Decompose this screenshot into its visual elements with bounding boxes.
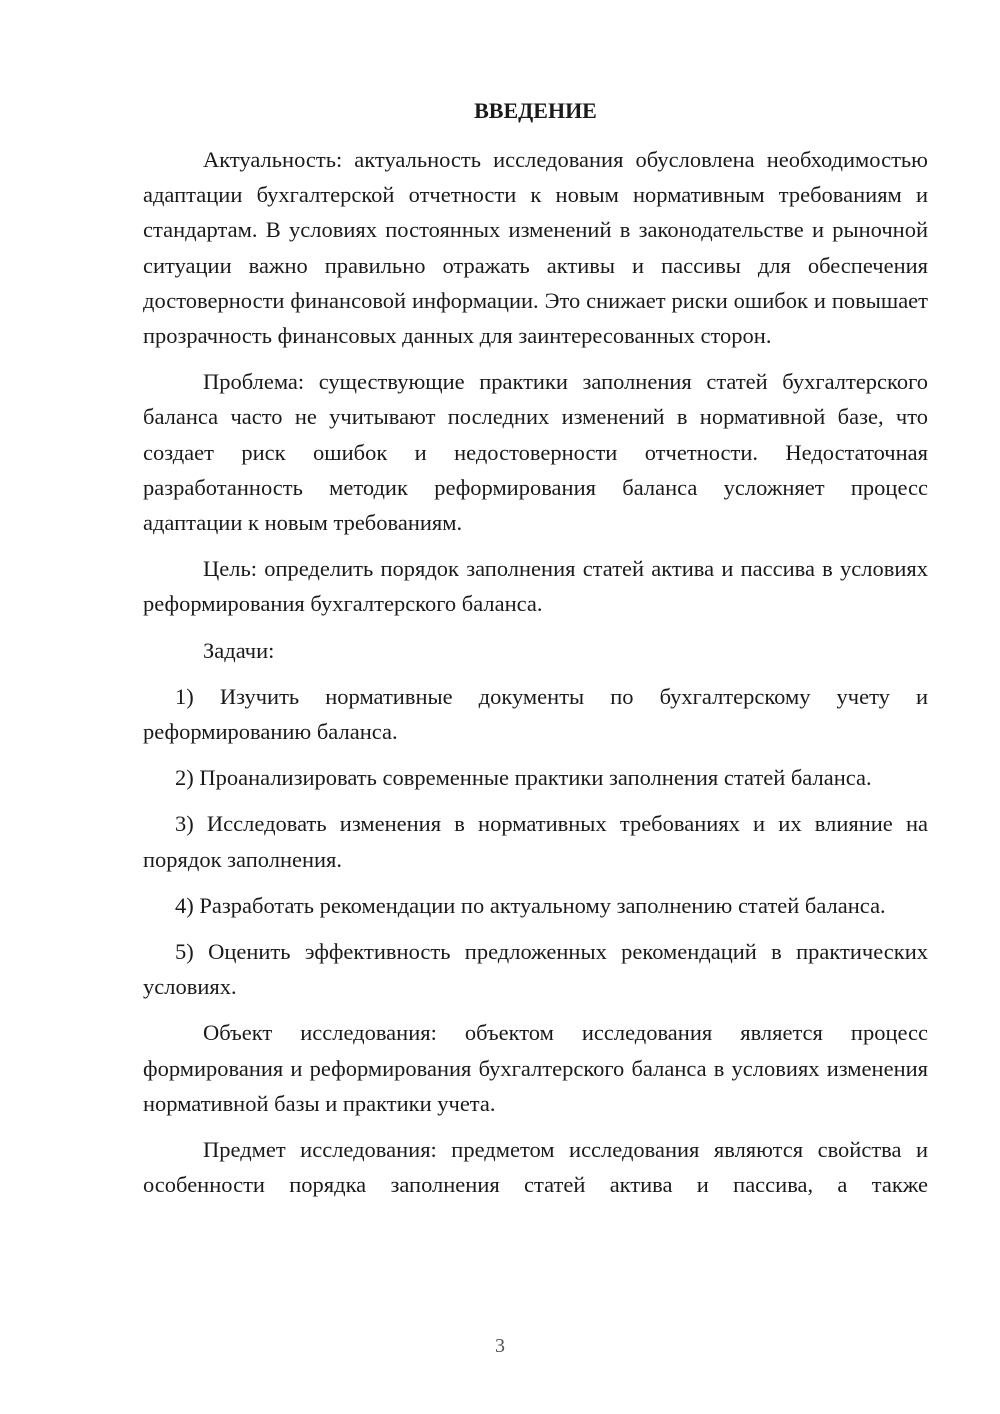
document-body (143, 142, 928, 1213)
task-item-3: 3) Исследовать изменения в нормативных требованиях и их влияние на порядок заполнения. (143, 811, 928, 872)
subject-paragraph: Предмет исследования: предметом исследования являются свойства и особенности порядка заполнения статей актива и пассива, а также (143, 1137, 928, 1198)
page-number: 3 (495, 1335, 505, 1357)
page-title: ВВЕДЕНИЕ (474, 98, 597, 123)
tasks-heading: Задачи: (203, 637, 275, 663)
task-item-5: 5) Оценить эффективность предложенных рекомендаций в практических условиях. (143, 939, 928, 1000)
relevance-paragraph: Актуальность: актуальность исследования обусловлена необходимостью адаптации бухгалтерской отчетности к новым нормативным требованиям и стандартам. В условиях постоянных изменений в законодательстве и рыночной ситуации важно правильно отражать активы и пассивы для обеспечения достоверности финансовой информации. Это снижает риски ошибок и повышает прозрачность финансовых данных для заинтересованных сторон. (143, 147, 928, 349)
goal-paragraph: Цель: определить порядок заполнения статей актива и пассива в условиях реформирования бухгалтерского баланса. (143, 556, 928, 617)
object-paragraph: Объект исследования: объектом исследования является процесс формирования и реформирования бухгалтерского баланса в условиях изменения нормативной базы и практики учета. (143, 1020, 928, 1116)
task-item-1: 1) Изучить нормативные документы по бухгалтерскому учету и реформированию баланса. (143, 683, 928, 745)
problem-paragraph: Проблема: существующие практики заполнения статей бухгалтерского баланса часто не учитывают последних изменений в нормативной базе, что создает риск ошибок и недостоверности отчетности. Недостаточная разработанность методик реформирования баланса усложняет процесс адаптации к новым требованиям. (143, 369, 928, 536)
task-item-2: 2) Проанализировать современные практики заполнения статей баланса. (175, 765, 872, 791)
task-item-4: 4) Разработать рекомендации по актуальному заполнению статей баланса. (175, 892, 886, 918)
